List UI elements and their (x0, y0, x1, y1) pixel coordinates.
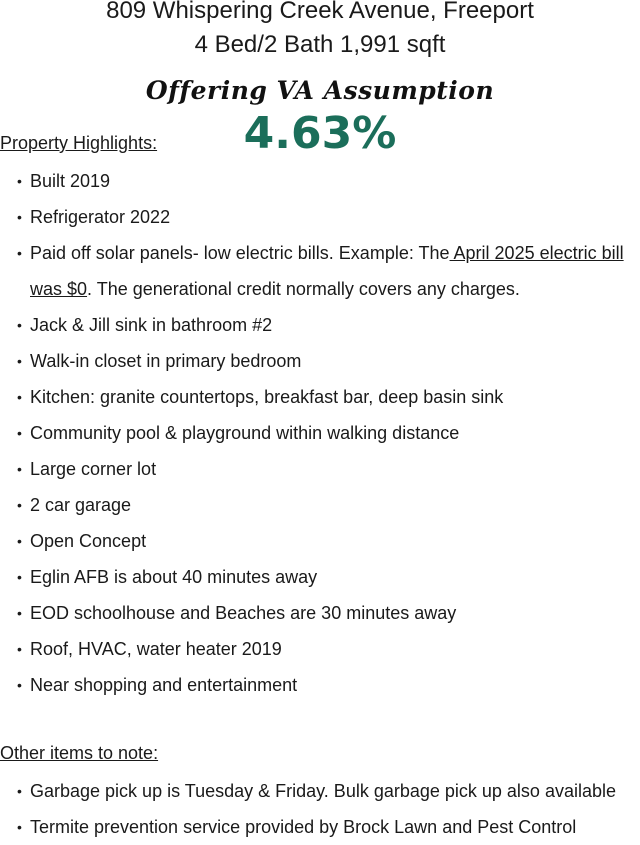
interest-rate: 4.63% (243, 108, 397, 159)
list-item: • Roof, HVAC, water heater 2019 (30, 631, 640, 667)
list-item: • Jack & Jill sink in bathroom #2 (30, 307, 640, 343)
solar-bill-link: April 2025 electric bill was $0 (30, 243, 624, 299)
list-item: • Open Concept (30, 523, 640, 559)
list-item: • Refrigerator 2022 (30, 199, 640, 235)
offer-label: Offering VA Assumption (145, 76, 495, 105)
solar-text: Paid off solar panels- low electric bills. Example: The (30, 243, 450, 263)
highlights-list (0, 163, 640, 703)
property-address: 809 Whispering Creek Avenue, Freeport (106, 0, 534, 24)
list-item: • Near shopping and entertainment (30, 667, 640, 703)
list-item: • Built 2019 (30, 163, 640, 199)
list-item: • 2 car garage (30, 487, 640, 523)
property-specs: 4 Bed/2 Bath 1,991 sqft (194, 31, 446, 58)
list-item: • Community pool & playground within walking distance (30, 415, 640, 451)
list-item: • Kitchen: granite countertops, breakfast bar, deep basin sink (30, 379, 640, 415)
listing-header (0, 0, 640, 62)
list-item: • Termite prevention service provided by Brock Lawn and Pest Control (30, 809, 640, 845)
list-item-solar (30, 235, 640, 307)
list-item: • EOD schoolhouse and Beaches are 30 minutes away (30, 595, 640, 631)
other-items-list (0, 773, 640, 845)
other-items-title: Other items to note: (0, 743, 159, 763)
list-item: • Eglin AFB is about 40 minutes away (30, 559, 640, 595)
list-item: • Walk-in closet in primary bedroom (30, 343, 640, 379)
list-item: • Garbage pick up is Tuesday & Friday. Bulk garbage pick up also available (30, 773, 640, 809)
solar-text-end: . The generational credit normally covers any charges. (87, 279, 520, 299)
list-item: • Large corner lot (30, 451, 640, 487)
highlights-title: Property Highlights: (0, 133, 158, 153)
